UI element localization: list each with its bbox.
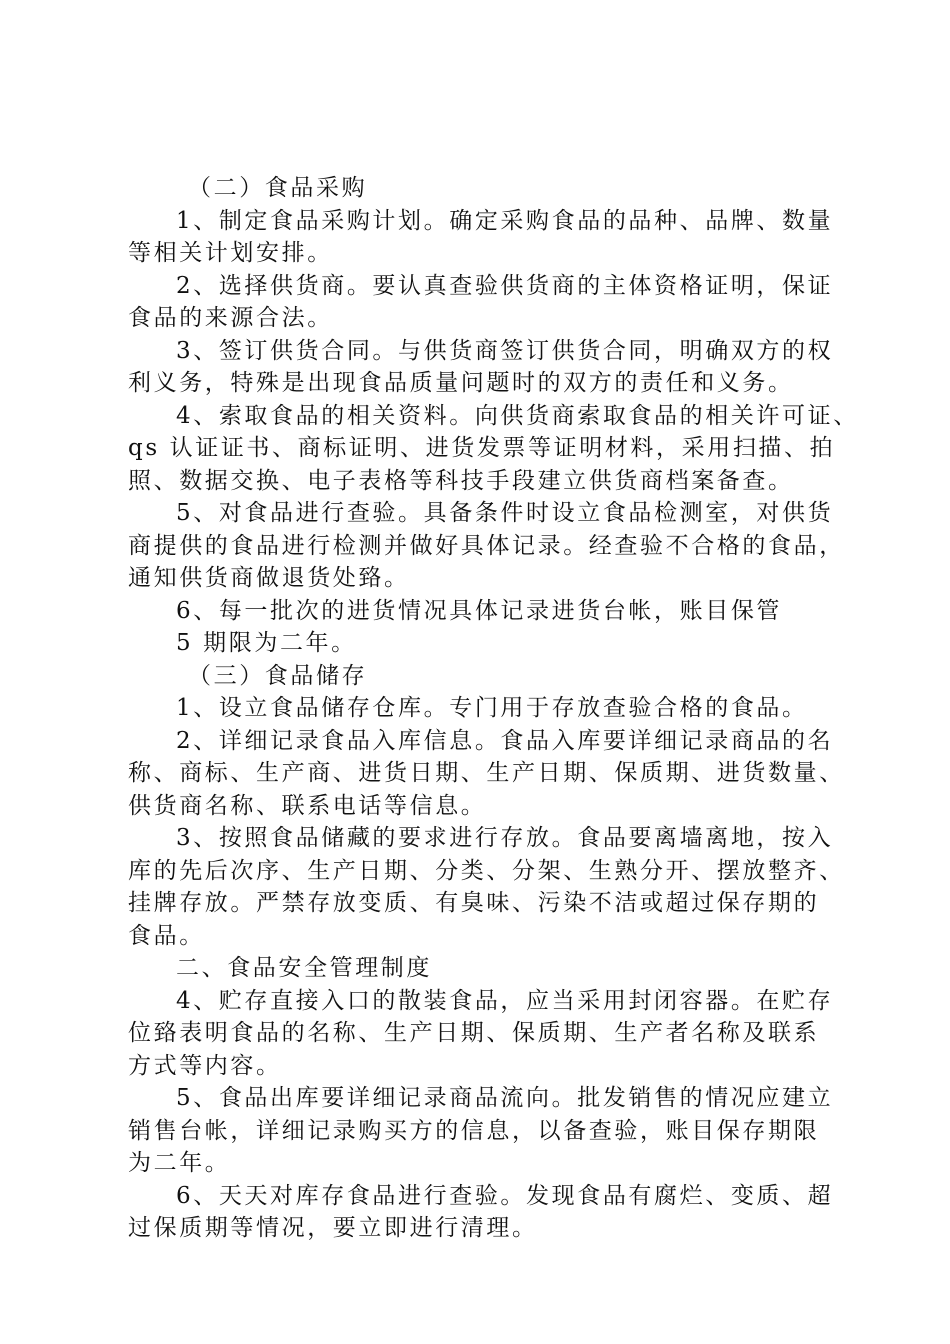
paragraph-line: 库的先后次序、生产日期、分类、分架、生熟分开、摆放整齐、 — [128, 857, 845, 884]
paragraph-line: 食品的来源合法。 — [128, 305, 333, 331]
paragraph-line: 1、设立食品储存仓库。专门用于存放查验合格的食品。 — [176, 695, 808, 721]
paragraph-line: 6、每一批次的进货情况具体记录进货台帐，账目保管 — [176, 597, 783, 624]
document-body — [128, 172, 859, 1245]
paragraph-line: 照、数据交换、电子表格等科技手段建立供货商档案备查。 — [128, 467, 794, 494]
paragraph-line: 5 期限为二年。 — [176, 630, 357, 656]
paragraph-line: 通知供货商做退货处臵。 — [128, 565, 410, 591]
paragraph-line: 为二年。 — [128, 1150, 231, 1176]
paragraph-line: 1、制定食品采购计划。确定采购食品的品种、品牌、数量 — [176, 207, 834, 234]
paragraph-line: 2、详细记录食品入库信息。食品入库要详细记录商品的名 — [176, 727, 834, 754]
paragraph-line: 称、商标、生产商、进货日期、生产日期、保质期、进货数量、 — [128, 760, 845, 786]
paragraph-line: 等相关计划安排。 — [128, 240, 333, 266]
paragraph-line: 3、签订供货合同。与供货商签订供货合同，明确双方的权 — [176, 337, 834, 364]
paragraph-line: 利义务，特殊是出现食品质量问题时的双方的责任和义务。 — [128, 370, 794, 396]
paragraph-line: 4、贮存直接入口的散装食品，应当采用封闭容器。在贮存 — [176, 987, 834, 1014]
paragraph-line: 供货商名称、联系电话等信息。 — [128, 792, 487, 819]
paragraph-line: 位臵表明食品的名称、生产日期、保质期、生产者名称及联系 — [128, 1020, 820, 1046]
paragraph-line: 6、天天对库存食品进行查验。发现食品有腐烂、变质、超 — [176, 1182, 834, 1209]
section-heading-food-storage: （三）食品储存 — [188, 662, 368, 689]
paragraph-line: 3、按照食品储藏的要求进行存放。食品要离墙离地，按入 — [176, 825, 834, 851]
section-heading-food-safety-management: 二、食品安全管理制度 — [176, 955, 432, 981]
paragraph-line: 方式等内容。 — [128, 1052, 282, 1079]
paragraph-line: qs 认证证书、商标证明、进货发票等证明材料，采用扫描、拍 — [128, 435, 836, 461]
paragraph-line: 挂牌存放。严禁存放变质、有臭味、污染不洁或超过保存期的 — [128, 890, 820, 916]
paragraph-line: 5、对食品进行查验。具备条件时设立食品检测室，对供货 — [176, 500, 834, 526]
paragraph-line: 食品。 — [128, 922, 205, 949]
paragraph-line: 商提供的食品进行检测并做好具体记录。经查验不合格的食品， — [128, 532, 845, 559]
paragraph-line: 4、索取食品的相关资料。向供货商索取食品的相关许可证、 — [176, 402, 859, 429]
paragraph-line: 过保质期等情况，要立即进行清理。 — [128, 1215, 538, 1241]
paragraph-line: 销售台帐，详细记录购买方的信息，以备查验，账目保存期限 — [128, 1117, 820, 1144]
paragraph-line: 5、食品出库要详细记录商品流向。批发销售的情况应建立 — [176, 1085, 834, 1111]
paragraph-line: 2、选择供货商。要认真查验供货商的主体资格证明，保证 — [176, 272, 834, 299]
section-heading-food-procurement: （二）食品采购 — [188, 175, 368, 201]
